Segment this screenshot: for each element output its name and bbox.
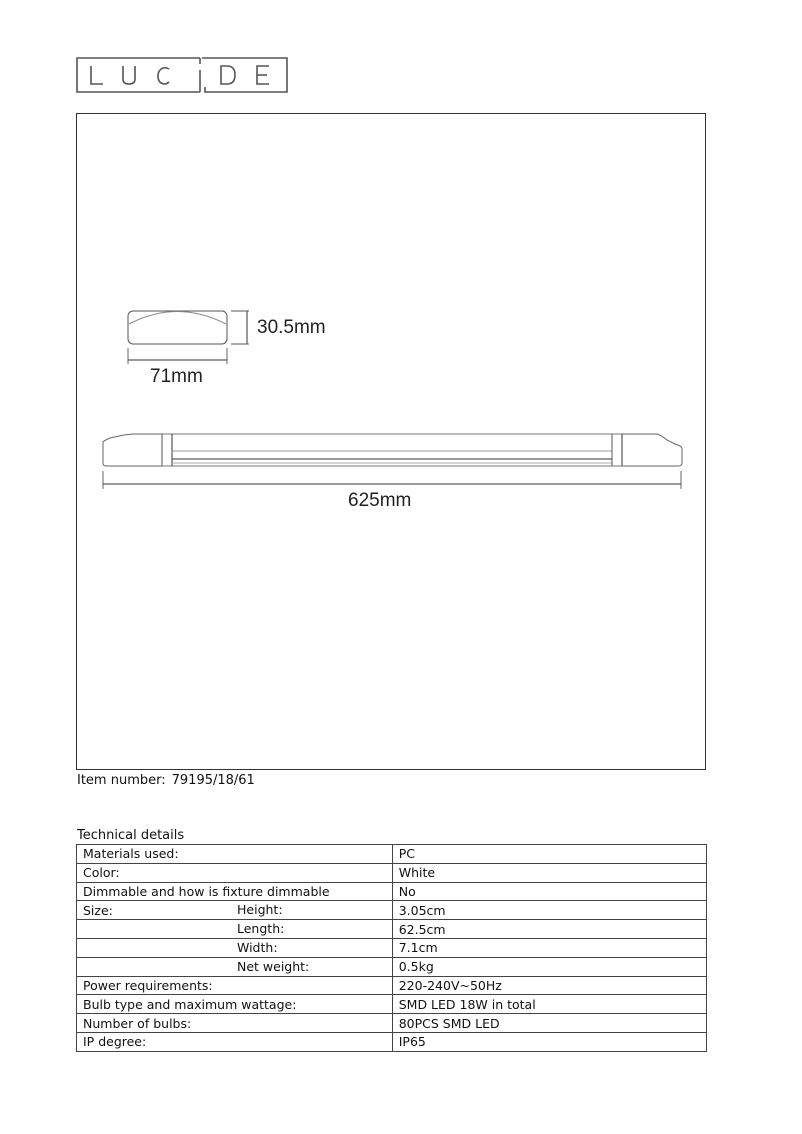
product-drawing-frame xyxy=(76,113,706,770)
row-value: 62.5cm xyxy=(392,920,706,939)
item-number-value: 79195/18/61 xyxy=(171,773,255,788)
row-value: PC xyxy=(392,845,706,864)
row-label: Power requirements: xyxy=(77,976,393,995)
row-value: 80PCS SMD LED xyxy=(392,1014,706,1033)
length-label: 625mm xyxy=(348,490,412,511)
row-value: SMD LED 18W in total xyxy=(392,995,706,1014)
row-label: Net weight: xyxy=(77,957,393,976)
item-number-label: Item number: xyxy=(77,773,166,788)
technical-details-title: Technical details xyxy=(77,828,185,843)
technical-drawing xyxy=(77,114,707,771)
table-row xyxy=(77,1032,707,1051)
row-label: Bulb type and maximum wattage: xyxy=(77,995,393,1014)
technical-details-table xyxy=(76,844,707,1052)
row-label: IP degree: xyxy=(77,1032,393,1051)
lucide-logo xyxy=(76,56,288,93)
table-row xyxy=(77,863,707,882)
row-value: White xyxy=(392,863,706,882)
table-row xyxy=(77,920,707,939)
row-label: Length: xyxy=(77,920,393,939)
table-row xyxy=(77,845,707,864)
table-row xyxy=(77,882,707,901)
row-value: IP65 xyxy=(392,1032,706,1051)
row-label: Dimmable and how is fixture dimmable xyxy=(77,882,393,901)
cross-section-profile xyxy=(128,311,227,344)
item-number xyxy=(77,773,255,788)
row-label: Width: xyxy=(77,938,393,957)
row-label: Color: xyxy=(77,863,393,882)
row-value: 7.1cm xyxy=(392,938,706,957)
table-row xyxy=(77,957,707,976)
table-row xyxy=(77,1014,707,1033)
row-value: 3.05cm xyxy=(392,901,706,920)
row-value: 220-240V~50Hz xyxy=(392,976,706,995)
cross-section-height-label: 30.5mm xyxy=(257,317,326,338)
table-row xyxy=(77,938,707,957)
row-value: 0.5kg xyxy=(392,957,706,976)
row-label: Number of bulbs: xyxy=(77,1014,393,1033)
row-label: Materials used: xyxy=(77,845,393,864)
row-label: Size: Height: xyxy=(77,901,393,920)
table-row xyxy=(77,901,707,920)
table-row xyxy=(77,976,707,995)
row-value: No xyxy=(392,882,706,901)
logo-mark xyxy=(76,56,288,93)
cross-section-width-label: 71mm xyxy=(150,366,203,387)
table-row xyxy=(77,995,707,1014)
